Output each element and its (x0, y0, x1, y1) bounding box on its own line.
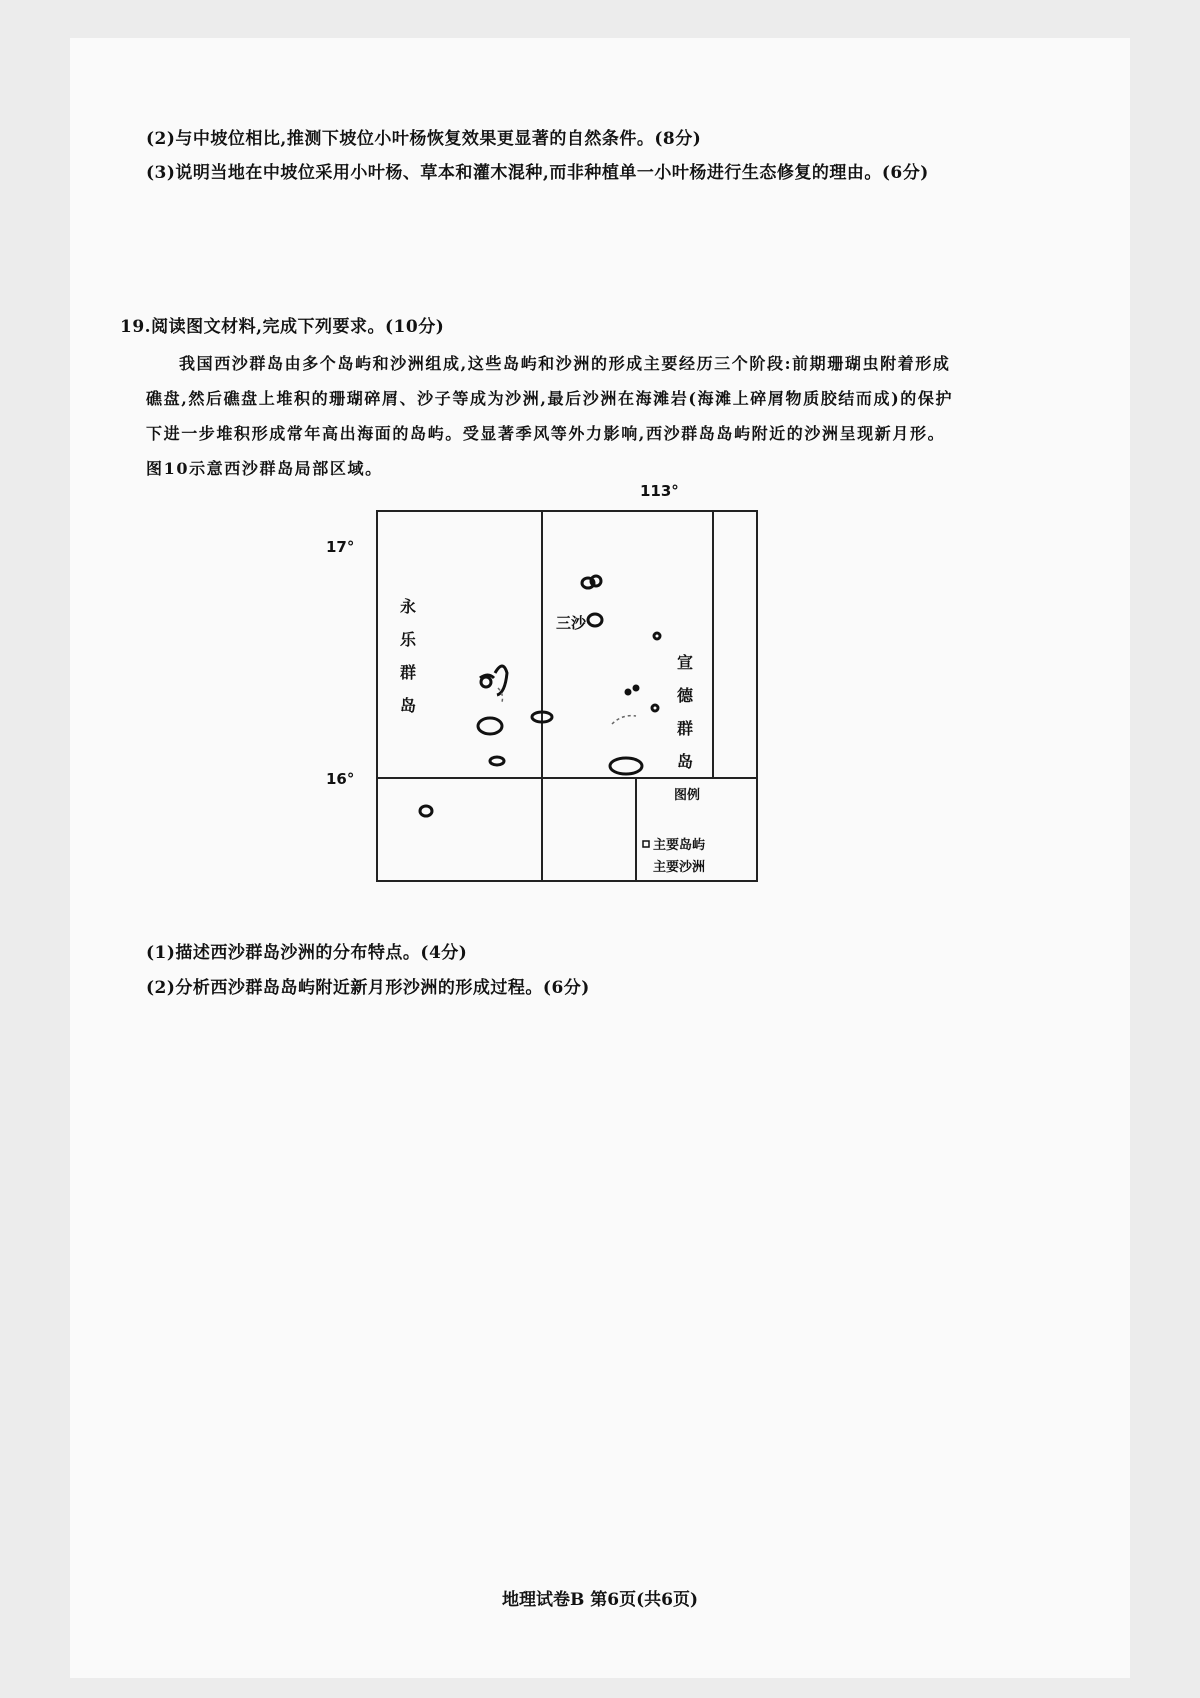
xuande-islands-label: 宣德群岛 (676, 653, 693, 771)
longitude-label: 113° (640, 482, 679, 500)
question-19-passage: 我国西沙群岛由多个岛屿和沙洲组成,这些岛屿和沙洲的形成主要经历三个阶段:前期珊瑚虫附着形成礁盘,然后礁盘上堆积的珊瑚碎屑、沙子等成为沙洲,最后沙洲在海滩岩(海滩上碎屑物质胶结而成)的保护下进一步堆积形成常年高出海面的岛屿。受显著季风等外力影响,西沙群岛岛屿附近的沙洲呈现新月形。图10示意西沙群岛局部区域。 (146, 354, 954, 478)
question-19-1-text: (1)描述西沙群岛沙洲的分布特点。(4分) (146, 943, 468, 963)
page-footer: 地理试卷B 第6页(共6页) (501, 1590, 699, 1610)
legend-title: 图例 (674, 788, 701, 803)
question-19-heading: 19.阅读图文材料,完成下列要求。(10分) (120, 317, 445, 337)
legend-sandbar-label: 主要沙洲 (653, 860, 706, 875)
latitude-17-label: 17° (326, 538, 355, 556)
yongle-islands-label: 永乐群岛 (399, 597, 416, 715)
legend-island-label: 主要岛屿 (653, 838, 706, 853)
question-2-text: (2)与中坡位相比,推测下坡位小叶杨恢复效果更显著的自然条件。(8分) (146, 129, 702, 149)
island-shapes (420, 576, 660, 816)
figure-10-map (326, 482, 770, 888)
crescent-sandbar (495, 666, 507, 695)
map-frame (330, 488, 770, 888)
question-19-2-text: (2)分析西沙群岛岛屿附近新月形沙洲的形成过程。(6分) (146, 978, 590, 998)
latitude-16-label: 16° (326, 770, 355, 788)
question-3-text: (3)说明当地在中坡位采用小叶杨、草本和灌木混种,而非种植单一小叶杨进行生态修复的理由。(6分) (146, 163, 929, 183)
sansha-label: 三沙 (556, 614, 587, 632)
